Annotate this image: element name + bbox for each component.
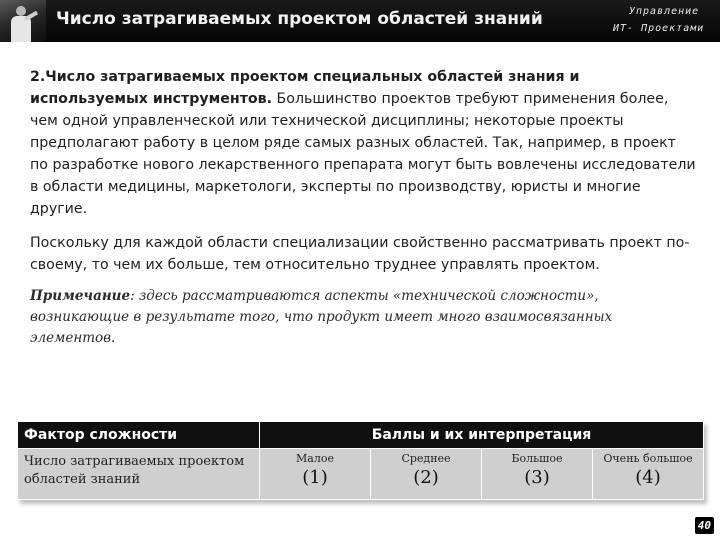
score-very-high (592, 449, 703, 499)
score-value: (3) (524, 467, 550, 488)
factor-cell: Число затрагиваемых проектом областей знаний (18, 449, 260, 500)
note-text: : здесь рассматриваются аспекты «технической сложности», возникающие в результате того, что продукт имеет много взаимосвязанных элементов. (30, 288, 613, 346)
score-value: (2) (413, 467, 439, 488)
note-paragraph (30, 286, 696, 349)
score-label: Большое (511, 452, 563, 465)
complexity-table (17, 421, 704, 500)
presenter-photo (0, 0, 46, 42)
score-high (481, 449, 592, 499)
paragraph-2: Поскольку для каждой области специализации свойственно рассматривать проект по-своему, то чем их больше, тем относительно труднее управлять проектом. (30, 235, 690, 273)
paragraph-1 (30, 66, 696, 220)
score-label: Очень большое (603, 452, 693, 465)
scores-cell (260, 449, 704, 500)
table-header-row (18, 422, 704, 449)
slide-title: Число затрагиваемых проектом областей знаний (56, 9, 543, 29)
paragraph-1-heading: 2.Число затрагиваемых проектом специальных областей знания и используемых инструментов. (30, 69, 580, 107)
score-label: Среднее (401, 452, 451, 465)
slide-header (0, 0, 720, 42)
score-value: (4) (635, 467, 661, 488)
score-value: (1) (302, 467, 328, 488)
presenter-arm (24, 11, 38, 21)
score-label: Малое (296, 452, 334, 465)
table-row (18, 449, 704, 500)
paragraph-1-text: Большинство проектов требуют применения более, чем одной управленческой или технической дисциплины; некоторые проекты предполагают работу в целом ряде самых разных областей. Так, например, в проект по разработке нового лекарственного препарата могут быть вовлечены исследователи в области медицины, маркетологи, эксперты по производству, юристы и многие другие. (30, 91, 696, 217)
presenter-head (16, 6, 26, 16)
brand-line-2: ИТ- Проектами (613, 23, 705, 34)
score-low (260, 449, 370, 499)
slide-body (30, 66, 696, 349)
column-header-scores: Баллы и их интерпретация (260, 422, 704, 449)
note-label: Примечание (30, 288, 131, 304)
column-header-factor: Фактор сложности (18, 422, 260, 449)
page-number: 40 (695, 517, 714, 534)
brand-logo (607, 3, 712, 37)
score-medium (370, 449, 481, 499)
brand-line-1: Управление (629, 6, 700, 17)
